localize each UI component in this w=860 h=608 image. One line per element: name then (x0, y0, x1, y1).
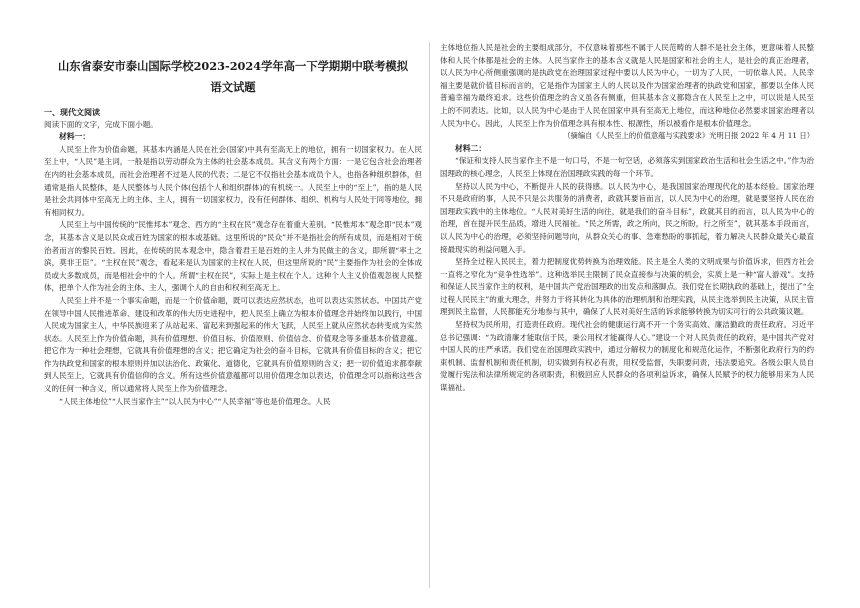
document-title-line1: 山东省泰安市泰山国际学校2023-2024学年高一下学期期中联考模拟 (58, 59, 408, 73)
left-column (44, 56, 422, 408)
reading-instruction: 阅读下面的文字，完成下面小题。 (44, 119, 158, 129)
right-column (440, 42, 814, 395)
right-paragraph: 主体地位指人民是社会的主要组成部分，不仅意味着那些不属于人民范畴的人群不是社会主体，更意味着人民整体和人民个体都是社会的主体。人民当家作主的基本含义就是人民是国家和社会的主人，是社会的真正治理者，以人民为中心所侧重强调的是执政党在治理国家过程中要以人民为中心，一切为了人民，一切依靠人民。人民幸福主要是就价值目标而言的，它是指作为国家主人的人民以及作为国家治理者的执政党和国家，都要以全体人民普遍幸福为最终追求。这些价值理念的含义虽各有侧重，但其基本含义都隐含在人民至上之中，可以说是人民至上的不同表达。比如，以人民为中心是由于人民在国家中具有至高无上地位，而这种地位必然要求国家治理者以人民为中心。因此，人民至上作为价值理念具有根本性、根源性，所以被看作是根本价值理念。 (440, 43, 814, 128)
section-heading: 一、现代文阅读 (44, 107, 100, 117)
column-divider (429, 42, 430, 588)
left-paragraph: 人民至上与中国传统的“民惟邦本”观念、西方的“主权在民”观念存在着重大差别。“民惟邦本”观念即“民本”观念，其基本含义是以民众或百姓为国家的根本或基础。这里所说的“民众”并不是指社会的所有成员，而是相对于统治者而言的黎民百姓。因此，在传统的民本观念中，隐含着君王是百姓的主人并为民做主的含义，即所谓“率土之滨，莫非王臣”。“主权在民”观念，看起来是认为国家的主权在人民，但这里所说的“民”主要指作为社会的全体成员或大多数成员，而是相社会中的个人。所谓“主权在民”，实际上是主权在个人。这种个人主义价值观忽视人民整体，把单个人作为社会的主体、主人，强调个人的自由和权利至高无上。 (44, 220, 422, 293)
right-paragraph: 坚持权为民所用，打造责任政府。现代社会的健康运行离不开一个务实高效、廉洁勤政的责任政府。习近平总书记强调：“为政清廉才能取信于民，秉公用权才能赢得人心。”建设一个对人民负责任的政府，是中国共产党对中国人民的庄严承诺。我们党在治国理政实践中，通过分解权力的制度化和规范化运作，不断强化政府行为的约束机制、监督机制和责任机制，切实做到有权必有责，用权受监督，失职要问责，违法要追究。各级公职人员自觉履行宪法和法律所规定的各项职责，积极回应人民群众的各项利益诉求，确保人民赋予的权力能够用来为人民谋福祉。 (440, 320, 814, 393)
document-title-line2: 语文试题 (210, 80, 256, 94)
right-paragraph: 坚持全过程人民民主，着力把制度优势转换为治理效能。民主是全人类的文明成果与价值诉求，但西方社会一直将之窄化为“竞争性选举”。这种选举民主限制了民众直接参与决策的机会，实质上是一种“富人游戏”。支持和保证人民当家作主的权利，是中国共产党治国理政的出发点和落脚点。我们党在长期执政的基础上，提出了“全过程人民民主”的重大理念，并努力于将其转化为具体的治理机制和治理实践，从民主选举到民主决策，从民主管理到民主监督，人民都能充分地参与其中，确保了人民对美好生活的诉求能够转换为切实可行的公共政策议题。 (440, 257, 814, 317)
material-one-label: 材料一： (59, 132, 91, 142)
right-paragraph: 坚持以人民为中心，不断提升人民的获得感。以人民为中心，是我国国家治理现代化的基本经验。国家治理不只是政府的事，人民不只是公共服务的消费者，政就其要旨而言，以人民为中心的治理，就是要坚持人民在治国理政实践中的主体地位。“人民对美好生活的向往，就是我们的奋斗目标”，政就其目的而言，以人民为中心的治理，首在提升民生品质，增进人民福祉。“民之所需，政之所向，民之所盼，行之所至”，就其基本手段而言，以人民为中心的治理，必须坚持问题导向，从群众关心的事、急难愁盼的事抓起，着力解决人民群众最关心最直接最现实的利益问题入手。 (440, 181, 814, 254)
left-paragraph: 人民至上作为价值命题，其基本内涵是人民在社会(国家)中具有至高无上的地位，拥有一切国家权力。在人民至上中，“人民”是主词，一般是指以劳动群众为主体的社会基本成员。其含义有两个方面：一是它包含社会治理者在内的社会基本成员，而社会治理者不过是人民的代表；二是它不仅指社会基本成员个人，也指各种组织群体，但通常是指人民整体，是人民整体与人民个体(包括个人和组织群体)的有机统一。人民至上中的“至上”，指的是人民是社会共同体中至高无上的主体、主人，拥有一切国家权力，没有任何群体、组织、机构与人民处于同等地位，拥有相同权力。 (44, 144, 422, 217)
left-paragraph: 人民至上并不是一个事实命题，而是一个价值命题，既可以表达应然状态，也可以表达实然状态。中国共产党在领导中国人民推进革命、建设和改革的伟大历史进程中，把人民至上确立为根本价值理念并始终加以践行，中国人民成为国家主人，中华民族迎来了从站起来、富起来到强起来的伟大飞跃，人民至上就从应然状态转变成为实然状态。人民至上作为价值命题，具有价值理想、价值目标、价值原则、价值信念、价值观念等多重基本价值意蕴。把它作为一种社会理想，它就具有价值理想的含义；把它确定为社会的奋斗目标，它就具有价值目标的含义；把它作为执政党和国家的根本原则并加以法治化、政策化、道德化，它就具有价值原则的含义；把一切价值追求都奉献到人民至上，它就具有价值信仰的含义。所有这些价值意蕴都可以用价值理念加以表达，价值理念可以指称这些含义的任何一种含义，所以通常将人民至上作为价值理念。 (44, 295, 422, 394)
material-two-label: 材料二： (455, 143, 487, 153)
left-paragraph: “人民主体地位”“人民当家作主”“以人民为中心”“人民幸福”等也是价值理念。人民 (59, 396, 331, 406)
source-note: （摘编自《人民至上的价值意蕴与实践要求》光明日报 2022 年 4 月 11 日） (563, 131, 814, 141)
right-paragraph: “保证和支持人民当家作主不是一句口号，不是一句空话，必须落实到国家政治生活和社会生活之中。”作为治国理政的核心理念，人民至上体现在治国理政实践的每一个环节。 (440, 156, 814, 178)
